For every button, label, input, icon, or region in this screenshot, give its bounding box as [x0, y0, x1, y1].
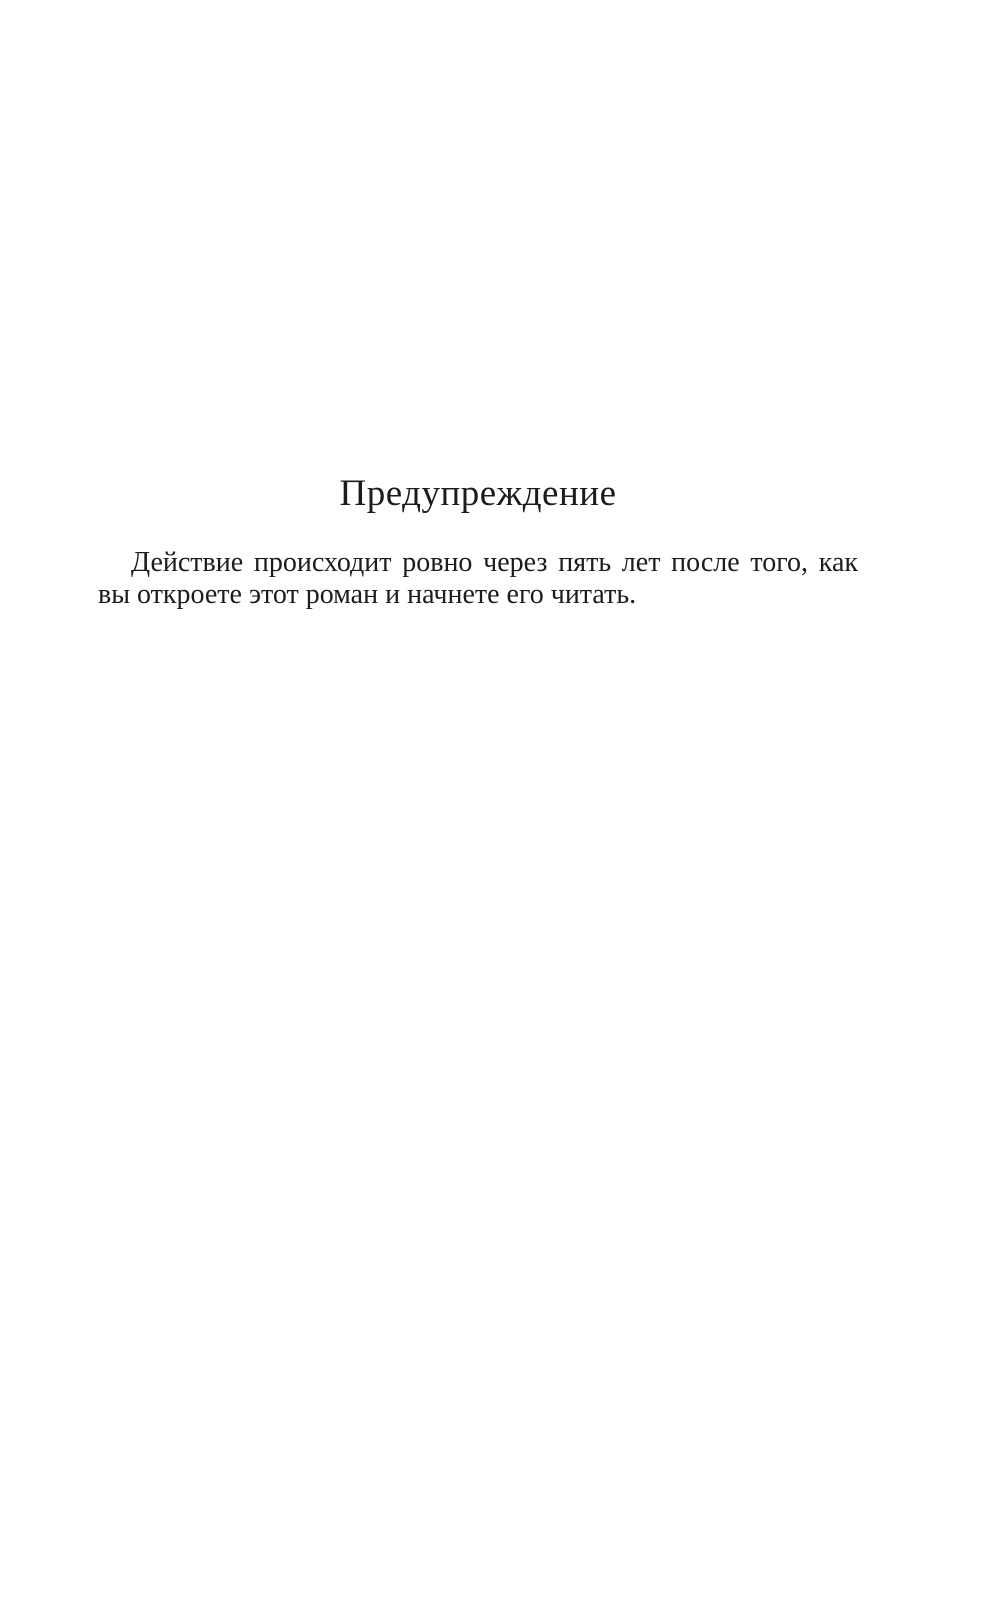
paragraph-line: Действие происходит ровно через пять лет после того, как — [131, 547, 858, 578]
paragraph-line: вы откроете этот роман и начнете его читать. — [98, 579, 637, 610]
paragraph — [98, 547, 858, 611]
chapter-heading: Предупреждение — [339, 473, 617, 514]
